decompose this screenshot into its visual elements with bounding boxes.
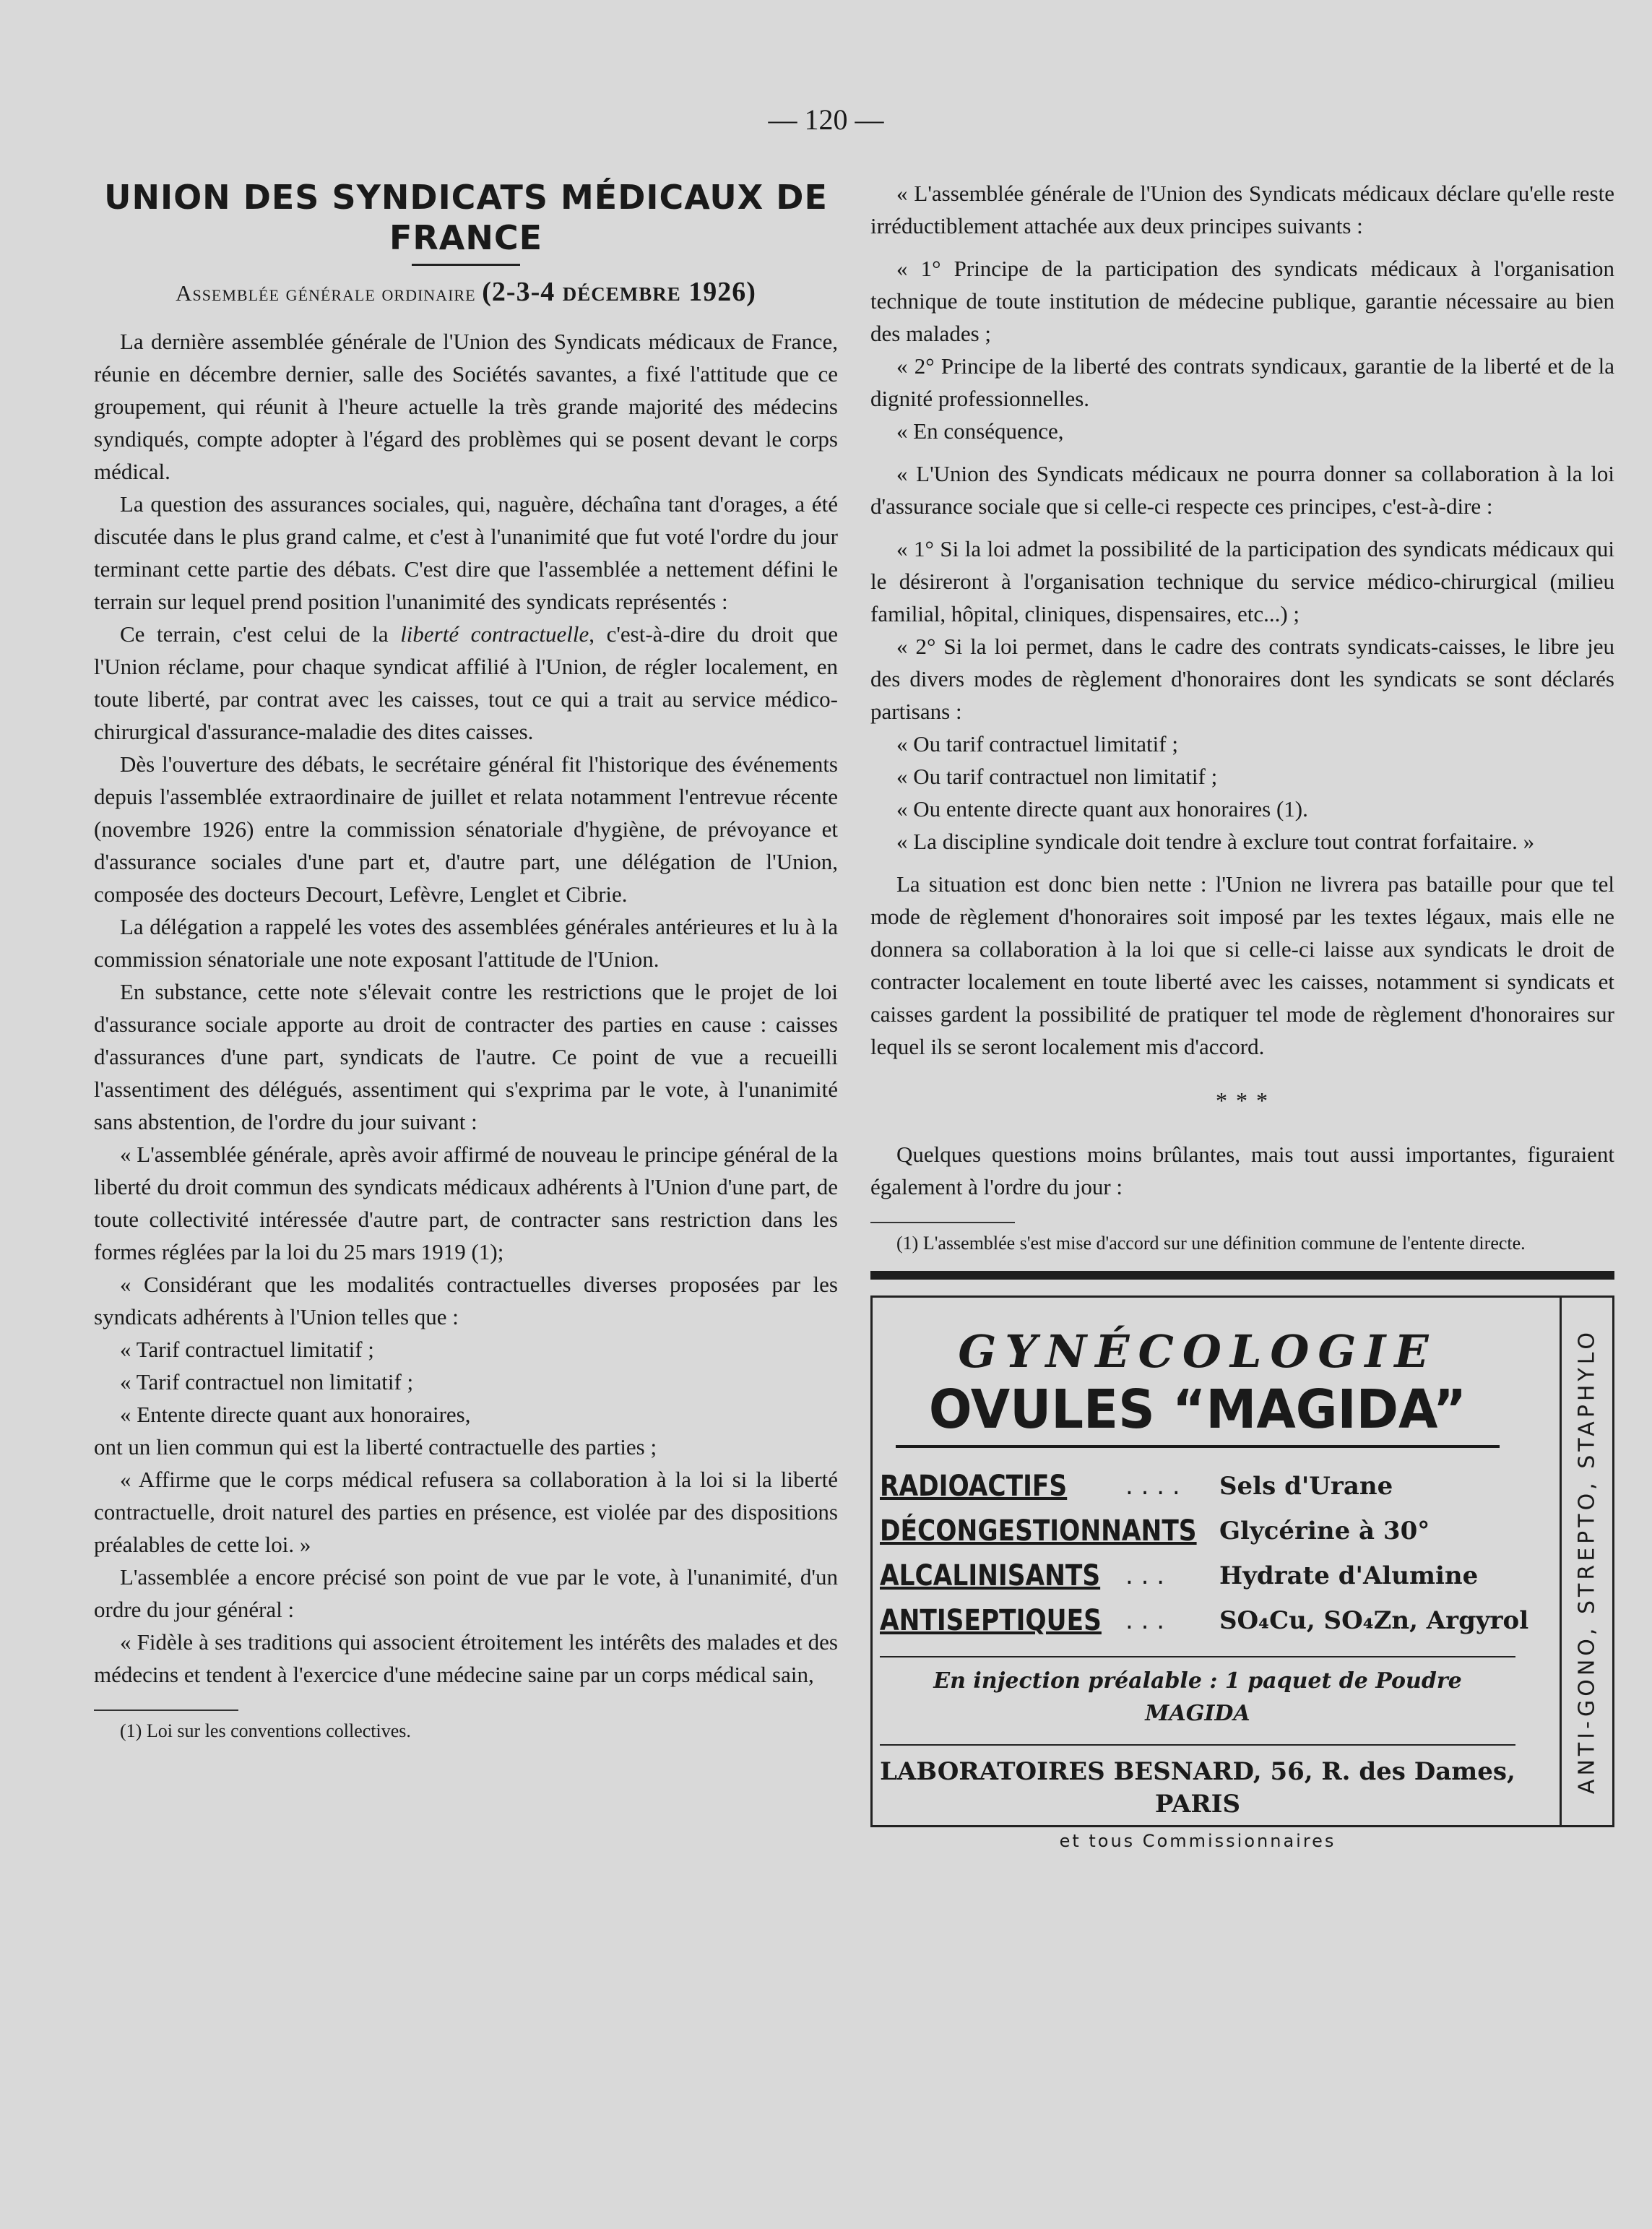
ad-row [880,1553,1515,1598]
ad-row-dots: . . . [1125,1561,1165,1590]
paragraph: « 1° Principe de la participation des syndicats médicaux à l'organisation technique de toute institution de médecine publique, garantie nécessaire au bien des malades ; [870,256,1614,346]
ad-row-dots: . . . [1125,1606,1165,1635]
ad-row-key: ALCALINISANTS [880,1559,1101,1592]
paragraph [94,618,838,748]
ad-product: OVULES “MAGIDA” [896,1377,1500,1448]
paragraph: « L'assemblée générale, après avoir affirmé de nouveau le principe général de la liberté du droit commun des syndicats médicaux adhérents à l'Union d'une part, de toute collectivité intéressée d'autre part, de contracter sans restriction dans les formes réglées par la loi du 25 mars 1919 (1); [94,1142,838,1264]
ad-row-value: SO₄Cu, SO₄Zn, Argyrol [1219,1606,1529,1635]
subtitle-lead: Assemblée générale ordinaire [176,280,476,306]
paragraph: L'assemblée a encore précisé son point de vue par le vote, à l'unanimité, d'un ordre du jour général : [94,1564,838,1622]
ad-injection: En injection préalable : 1 paquet de Poudre MAGIDA [880,1656,1515,1730]
paragraph: « Considérant que les modalités contractuelles diverses proposées par les syndicats adhérents à l'Union telles que : [94,1272,838,1329]
paragraph: « 1° Si la loi admet la possibilité de la participation des syndicats médicaux qui le désireront à l'organisation technique du service médico-chirurgical (milieu familial, hôpital, cliniques, dispensaires, etc...) ; [870,536,1614,626]
right-column [870,177,1614,1851]
paragraph: En substance, cette note s'élevait contre les restrictions que le projet de loi d'assurance sociale apporte au droit de contracter des parties en cause : caisses d'assurances d'une part, syndicats de l'autre. Ce point de vue a recueilli l'assentiment des délégués, assentiment qui s'exprima par le vote, à l'unanimité sans abstention, de l'ordre du jour suivant : [94,979,838,1134]
ad-row [880,1598,1529,1643]
page-number: — 120 — [768,103,884,136]
section-stars: * * * [1216,1087,1269,1113]
ad-laboratory: LABORATOIRES BESNARD, 56, R. des Dames, PARIS [880,1744,1515,1821]
paragraph: « Ou tarif contractuel non limitatif ; [896,764,1218,789]
paragraph: « Affirme que le corps médical refusera sa collaboration à la loi si la liberté contractuelle, droit naturel des parties en présence, est violée par des dispositions préalables de cette loi. » [94,1467,838,1557]
ad-row-value: Hydrate d'Alumine [1219,1561,1479,1590]
paragraph: « Ou entente directe quant aux honoraires (1). [896,796,1308,822]
left-column [94,177,838,1744]
ad-row-key: RADIOACTIFS [880,1470,1068,1503]
paragraph: ont un lien commun qui est la liberté contractuelle des parties ; [94,1434,657,1460]
emphasis: liberté contractuelle [400,621,589,647]
footnote: (1) L'assemblée s'est mise d'accord sur une définition commune de l'entente directe. [896,1233,1526,1254]
paragraph: La dernière assemblée générale de l'Union des Syndicats médicaux de France, réunie en décembre dernier, salle des Sociétés savantes, a fixé l'attitude que ce groupement, qui réunit à l'heure actuelle la très grande majorité des médecins syndiqués, compte adopter à l'égard des problèmes qui se posent devant le corps médical. [94,329,838,484]
ad-row-key: DÉCONGESTIONNANTS [880,1514,1197,1548]
paragraph: « Tarif contractuel limitatif ; [120,1337,374,1362]
paragraph: La situation est donc bien nette : l'Union ne livrera pas bataille pour que tel mode de règlement d'honoraires soit imposé par les textes légaux, mais elle ne donnera sa collaboration à la loi que si celle-ci laisse aux syndicats le droit de contracter localement en toute liberté avec les caisses, notamment si syndicats et caisses gardent la possibilité de pratiquer tel mode de règlement d'honoraires sur lequel ils se seront localement mis d'accord. [870,871,1614,1059]
separator-bar [870,1271,1614,1280]
ad-heading: GYNÉCOLOGIE [958,1325,1437,1378]
paragraph: « L'assemblée générale de l'Union des Syndicats médicaux déclare qu'elle reste irréductiblement attachée aux deux principes suivants : [870,181,1614,238]
paragraph: « L'Union des Syndicats médicaux ne pourra donner sa collaboration à la loi d'assurance sociale que si celle-ci respecte ces principes, c'est-à-dire : [870,461,1614,519]
paragraph: « En conséquence, [896,418,1064,444]
paragraph: Quelques questions moins brûlantes, mais tout aussi importantes, figuraient également à l'ordre du jour : [870,1142,1614,1199]
footnote-rule [870,1222,1015,1223]
ad-row-value: Sels d'Urane [1219,1472,1393,1501]
paragraph: « Fidèle à ses traditions qui associent étroitement les intérêts des malades et des médecins et tendent à l'exercice d'une médecine saine par un corps médical sain, [94,1629,838,1687]
paragraph: La délégation a rappelé les votes des assemblées générales antérieures et lu à la commission sénatoriale une note exposant l'attitude de l'Union. [94,914,838,972]
subtitle-date: (2-3-4 décembre 1926) [482,277,756,307]
ad-main [880,1325,1529,1858]
footnote-rule [94,1710,238,1711]
paragraph: « La discipline syndicale doit tendre à exclure tout contrat forfaitaire. » [896,829,1535,854]
paragraph: « 2° Principe de la liberté des contrats syndicaux, garantie de la liberté et de la dignité professionnelles. [870,353,1614,411]
paragraph: Dès l'ouverture des débats, le secrétaire général fit l'historique des événements depuis l'assemblée extraordinaire de juillet et relata notamment l'entrevue récente (novembre 1926) entre la commission sénatoriale d'hygiène, de prévoyance et d'assurance sociales d'une part et, d'autre part, une délégation de l'Union, composée des docteurs Decourt, Lefèvre, Lenglet et Cibrie. [94,751,838,907]
ad-row-value: Glycérine à 30° [1219,1517,1430,1545]
ad-row-key: ANTISEPTIQUES [880,1604,1102,1637]
paragraph: « 2° Si la loi permet, dans le cadre des contrats syndicats-caisses, le libre jeu des divers modes de règlement d'honoraires dont les syndicats se sont déclarés partisans : [870,634,1614,724]
paragraph: La question des assurances sociales, qui, naguère, déchaîna tant d'orages, a été discutée dans le plus grand calme, et c'est à l'unanimité que fut voté l'ordre du jour terminant cette partie des débats. C'est dire que l'assemblée a nettement défini le terrain sur lequel prend position l'unanimité des syndicats représentés : [94,491,838,614]
ad-row [880,1464,1515,1509]
paragraph: « Entente directe quant aux honoraires, [120,1402,471,1427]
title-rule [412,264,520,266]
ad-side-text: ANTI-GONO, STREPTO, STAPHYLO [1574,1328,1600,1795]
ad-row-dots: . . . . [1125,1472,1180,1501]
text-run: Ce terrain, c'est celui de la [120,621,401,647]
article-subtitle [94,277,838,308]
paragraph: « Tarif contractuel non limitatif ; [120,1369,414,1394]
article-title: UNION DES SYNDICATS MÉDICAUX DE FRANCE [104,178,828,257]
ad-row [880,1509,1515,1553]
ad-side-band [1560,1298,1612,1825]
footnote: (1) Loi sur les conventions collectives. [120,1720,411,1741]
text-run: , c'est-à-dire du droit que l'Union réclame, pour chaque syndicat affilié à l'Union, de régler localement, en toute liberté, par contrat avec les caisses, tout ce qui a trait au service médico-chirurgical d'assurance-maladie des dites caisses. [94,621,838,744]
paragraph: « Ou tarif contractuel limitatif ; [896,731,1178,756]
advertisement [870,1295,1614,1851]
ad-commissionnaires: et tous Commissionnaires [1059,1831,1336,1851]
